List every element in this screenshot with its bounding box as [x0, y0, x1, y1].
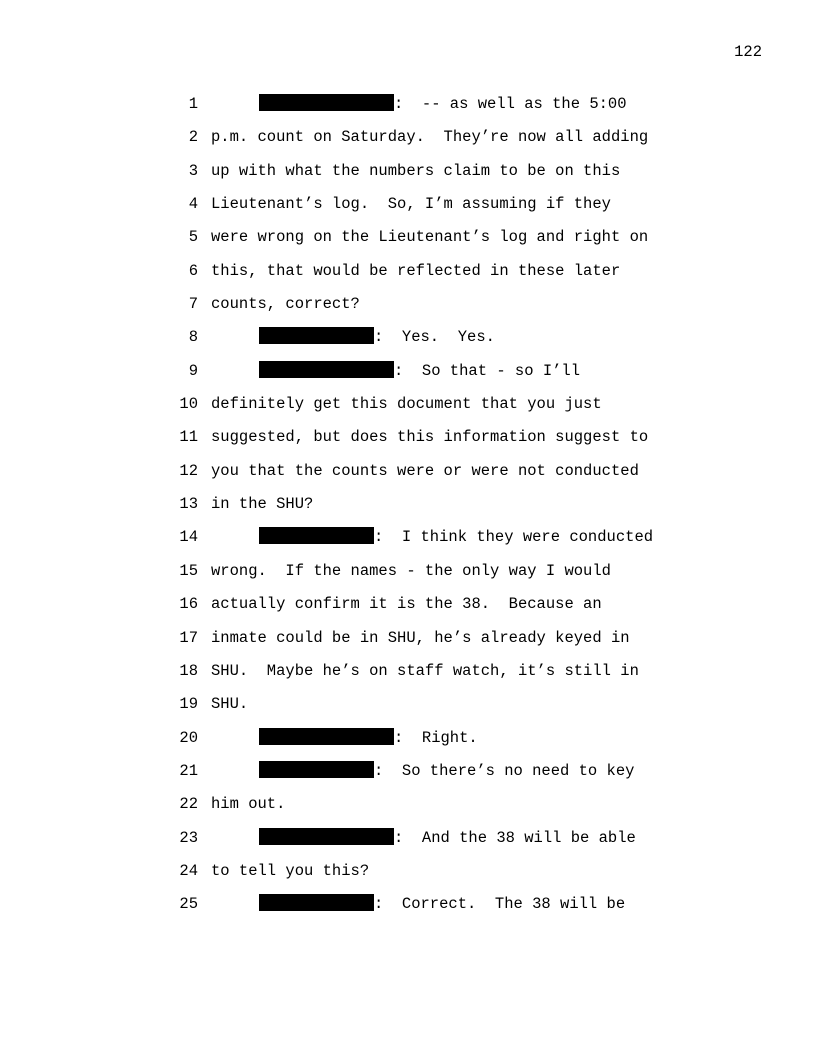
line-content: SHU.	[211, 695, 249, 714]
line-content: : And the 38 will be able	[394, 828, 636, 847]
line-text	[211, 459, 639, 483]
transcript-line	[170, 525, 690, 558]
line-number: 3	[188, 161, 198, 180]
transcript-line	[170, 826, 690, 859]
transcript-line	[170, 792, 690, 825]
transcript-line	[170, 492, 690, 525]
transcript-line	[170, 759, 690, 792]
line-text	[211, 559, 611, 583]
line-number: 2	[188, 128, 198, 147]
line-content: up with what the numbers claim to be on this	[211, 161, 621, 180]
line-content: : So that - so I’ll	[394, 361, 581, 380]
line-text	[211, 792, 285, 816]
transcript-line	[170, 425, 690, 458]
transcript-line	[170, 192, 690, 225]
line-content: counts, correct?	[211, 295, 360, 314]
transcript-line	[170, 726, 690, 759]
transcript-line	[170, 125, 690, 158]
line-number: 16	[179, 595, 198, 614]
speaker-line	[259, 359, 580, 383]
line-content: : So there’s no need to key	[374, 761, 635, 780]
redacted-speaker-name	[259, 361, 394, 378]
line-number: 15	[179, 561, 198, 580]
line-number: 22	[179, 795, 198, 814]
line-number: 5	[188, 228, 198, 247]
line-content: : Correct. The 38 will be	[374, 895, 626, 914]
line-content: : -- as well as the 5:00	[394, 95, 627, 113]
line-number: 24	[179, 861, 198, 880]
page-number: 122	[734, 43, 762, 61]
speaker-line	[259, 892, 625, 916]
line-number: 17	[179, 628, 198, 647]
line-number: 13	[179, 495, 198, 514]
transcript-line	[170, 892, 690, 925]
transcript-line	[170, 225, 690, 258]
transcript-line	[170, 159, 690, 192]
speaker-line	[259, 325, 495, 349]
line-content: inmate could be in SHU, he’s already keyed in	[211, 628, 630, 647]
line-content: suggested, but does this information suggest to	[211, 428, 649, 447]
line-number: 9	[188, 361, 198, 380]
transcript-line	[170, 592, 690, 625]
speaker-line	[259, 726, 478, 750]
line-number: 14	[179, 528, 198, 547]
redacted-speaker-name	[259, 94, 394, 111]
line-content: him out.	[211, 795, 286, 814]
line-number: 11	[179, 428, 198, 447]
speaker-line	[259, 759, 634, 783]
line-number: 7	[188, 295, 198, 314]
speaker-line	[259, 92, 627, 116]
line-content: in the SHU?	[211, 495, 314, 514]
line-text	[211, 659, 639, 683]
line-number: 8	[188, 328, 198, 347]
speaker-line	[259, 826, 636, 850]
transcript-line	[170, 559, 690, 592]
line-text	[211, 225, 648, 249]
line-number: 6	[188, 261, 198, 280]
transcript-line	[170, 325, 690, 358]
line-content: SHU. Maybe he’s on staff watch, it’s still in	[211, 661, 639, 680]
line-text	[211, 125, 648, 149]
redacted-speaker-name	[259, 761, 374, 778]
line-content: Lieutenant’s log. So, I’m assuming if they	[211, 195, 611, 214]
transcript-line	[170, 392, 690, 425]
transcript-line	[170, 92, 690, 125]
line-text	[211, 192, 611, 216]
line-content: p.m. count on Saturday. They’re now all adding	[211, 128, 649, 147]
line-content: : I think they were conducted	[374, 528, 654, 547]
line-number: 18	[179, 661, 198, 680]
line-text	[211, 425, 648, 449]
transcript-line	[170, 692, 690, 725]
transcript-line	[170, 459, 690, 492]
transcript-line	[170, 259, 690, 292]
redacted-speaker-name	[259, 527, 374, 544]
line-text	[211, 292, 360, 316]
line-number: 23	[179, 828, 198, 847]
line-text	[211, 592, 602, 616]
transcript-line	[170, 292, 690, 325]
line-number: 4	[188, 195, 198, 214]
line-content: this, that would be reflected in these later	[211, 261, 621, 280]
line-number: 12	[179, 461, 198, 480]
line-text	[211, 859, 369, 883]
line-text	[211, 692, 248, 716]
line-text	[211, 492, 313, 516]
line-number: 21	[179, 761, 198, 780]
transcript-line	[170, 359, 690, 392]
line-text	[211, 626, 630, 650]
line-content: actually confirm it is the 38. Because an	[211, 595, 602, 614]
line-number: 19	[179, 695, 198, 714]
line-content: : Right.	[394, 728, 478, 747]
transcript-line	[170, 859, 690, 892]
redacted-speaker-name	[259, 327, 374, 344]
line-content: were wrong on the Lieutenant’s log and right on	[211, 228, 649, 247]
line-number: 20	[179, 728, 198, 747]
line-number: 25	[179, 895, 198, 914]
redacted-speaker-name	[259, 728, 394, 745]
line-text	[211, 392, 602, 416]
line-content: you that the counts were or were not conducted	[211, 461, 639, 480]
transcript-body	[170, 92, 690, 926]
redacted-speaker-name	[259, 828, 394, 845]
line-content: wrong. If the names - the only way I would	[211, 561, 611, 580]
transcript-line	[170, 659, 690, 692]
speaker-line	[259, 525, 653, 549]
line-text	[211, 259, 620, 283]
line-content: : Yes. Yes.	[374, 328, 495, 347]
transcript-line	[170, 626, 690, 659]
line-number: 1	[188, 95, 198, 113]
line-number: 10	[179, 395, 198, 414]
line-text	[211, 159, 620, 183]
line-content: to tell you this?	[211, 861, 370, 880]
redacted-speaker-name	[259, 894, 374, 911]
line-content: definitely get this document that you just	[211, 395, 602, 414]
